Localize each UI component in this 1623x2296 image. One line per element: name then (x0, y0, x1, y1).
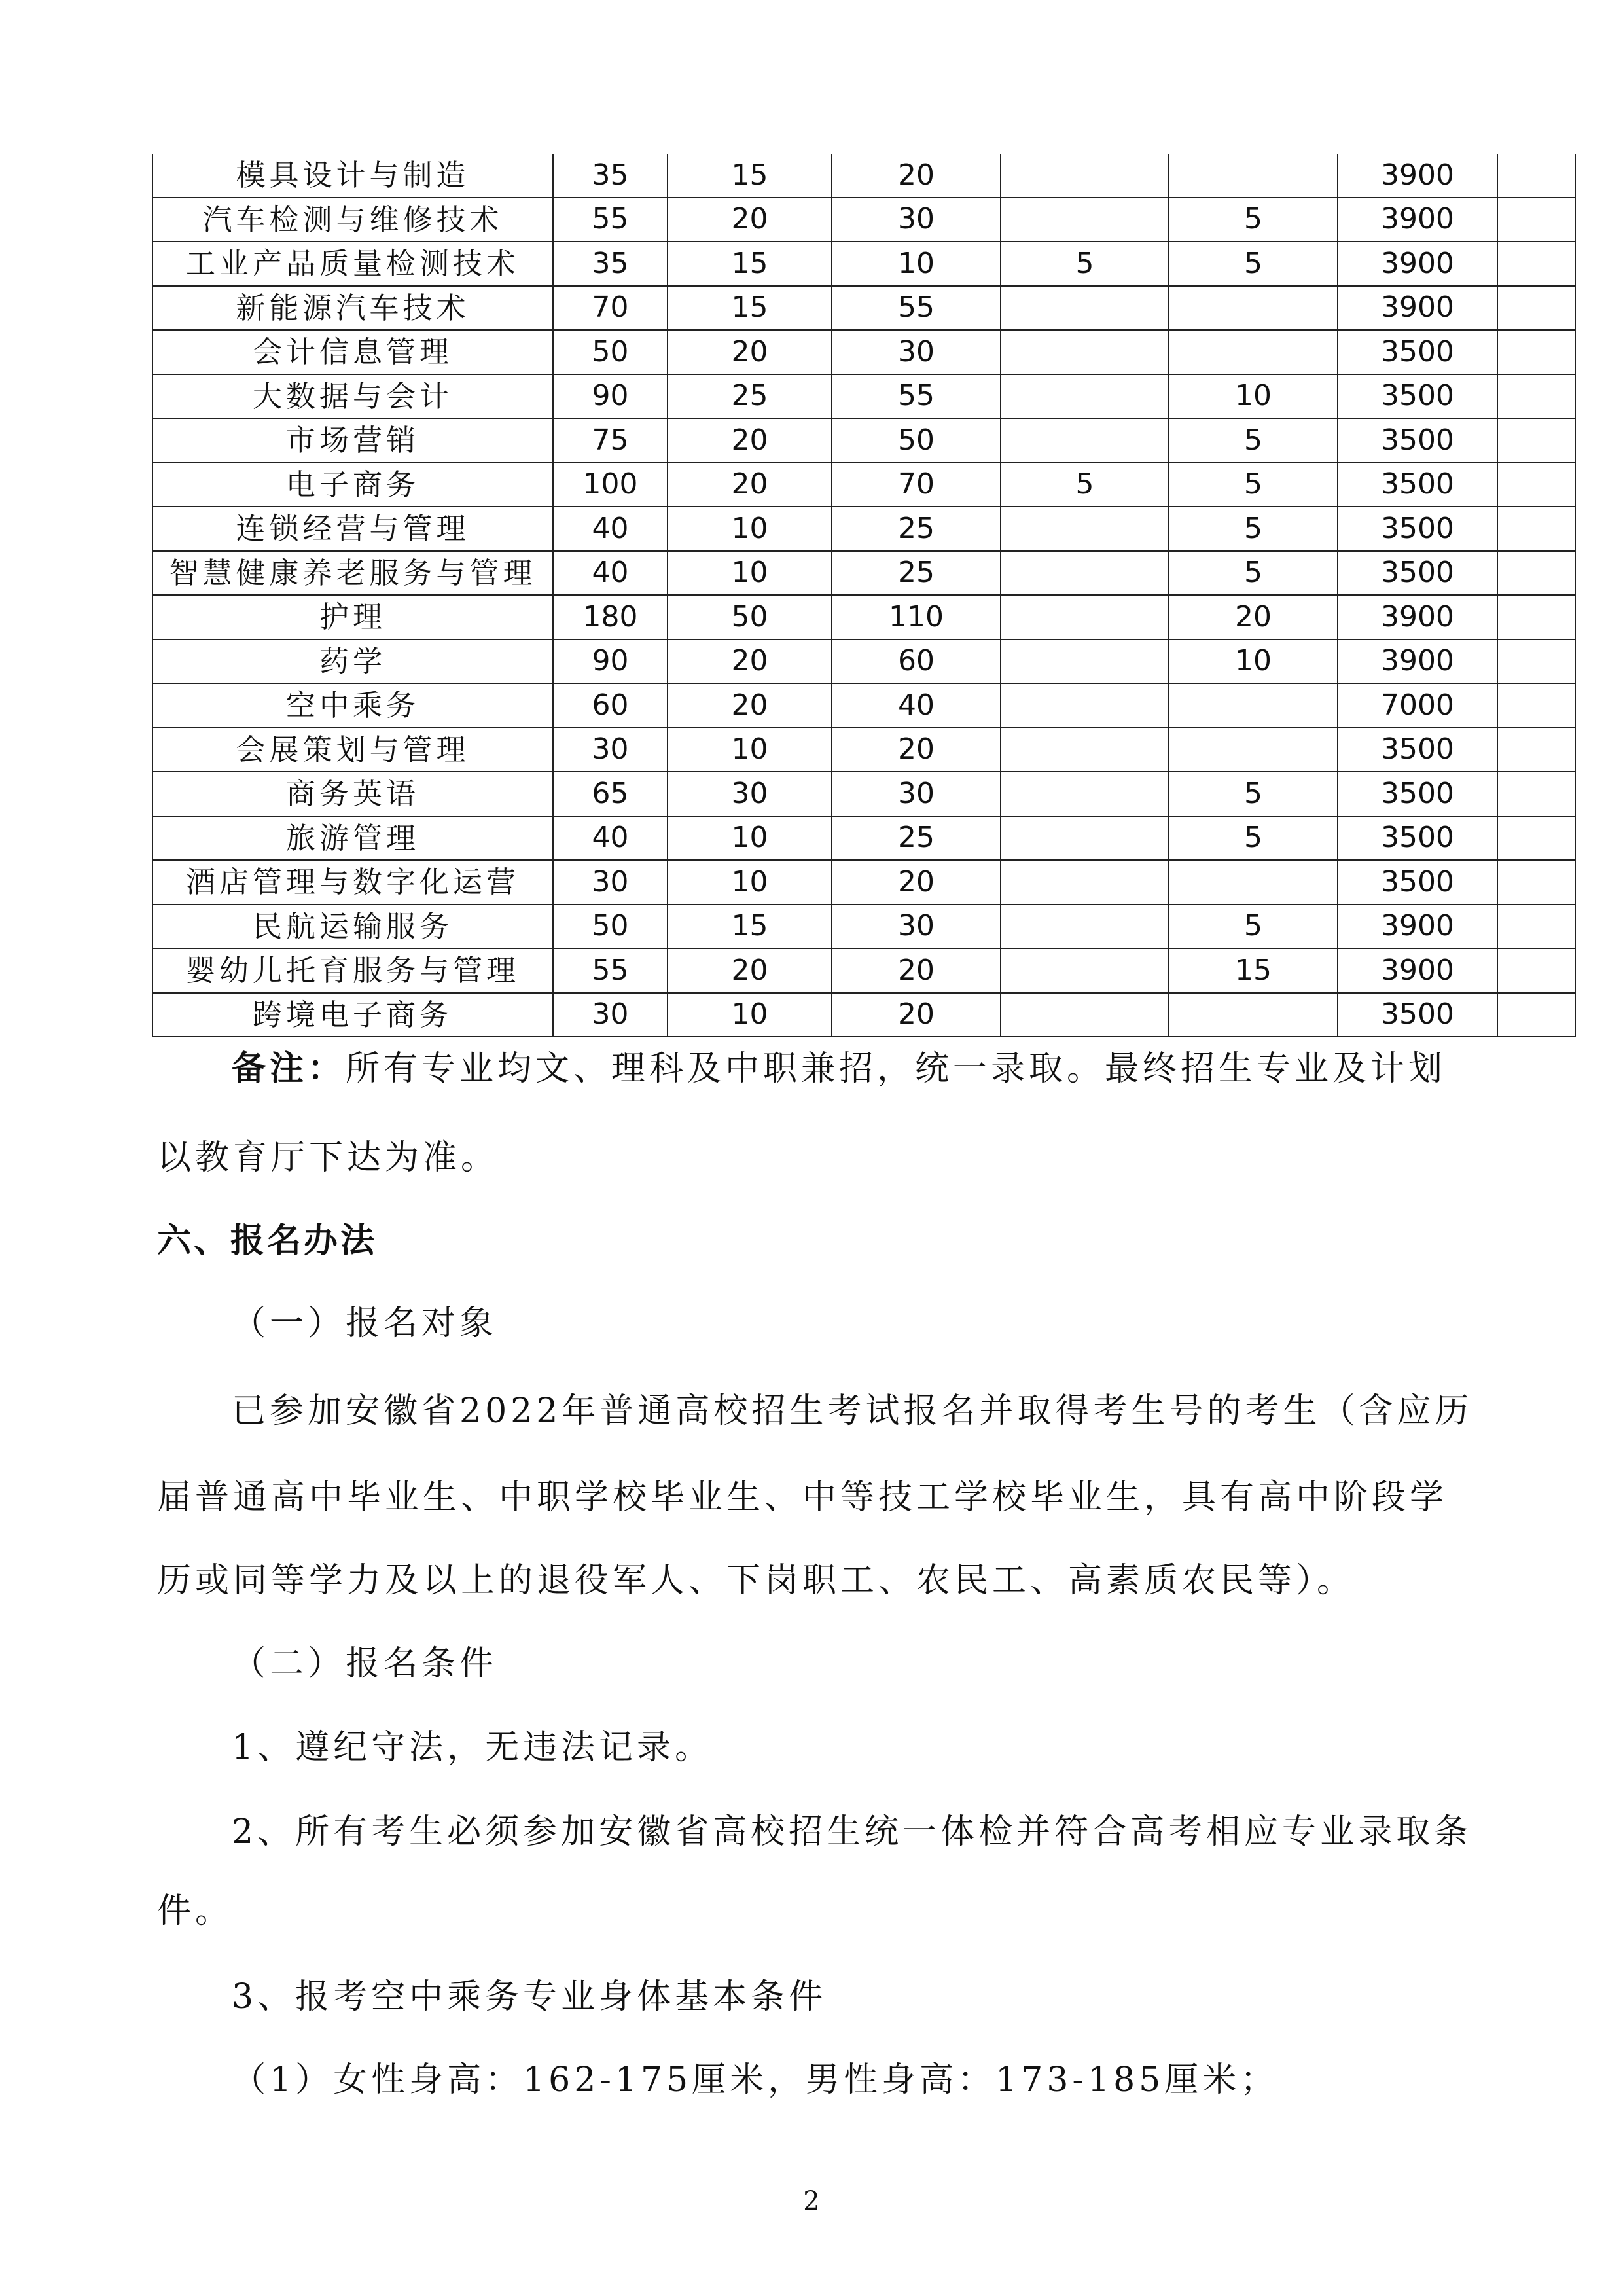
table-cell (1169, 728, 1338, 772)
table-cell: 5 (1001, 242, 1169, 286)
table-row (152, 772, 1575, 816)
table-row (152, 728, 1575, 772)
table-row (152, 639, 1575, 684)
table-cell: 5 (1001, 463, 1169, 507)
table-cell: 20 (832, 948, 1001, 993)
table-cell: 40 (553, 551, 668, 596)
table-cell (1497, 993, 1575, 1037)
table-row (152, 286, 1575, 331)
table-cell: 40 (832, 683, 1001, 728)
table-cell (1497, 948, 1575, 993)
table-cell: 3900 (1338, 286, 1497, 331)
table-cell: 30 (668, 772, 832, 816)
table-cell (1497, 374, 1575, 419)
table-cell (1001, 772, 1169, 816)
enrollment-plan-table (152, 154, 1576, 1037)
table-cell: 30 (832, 330, 1001, 374)
note-line-2: 以教育厅下达为准。 (157, 1138, 499, 1177)
table-cell: 20 (668, 463, 832, 507)
table-cell (1001, 595, 1169, 639)
table-cell: 20 (668, 418, 832, 463)
table-cell: 10 (668, 507, 832, 551)
major-name-cell: 新能源汽车技术 (152, 286, 553, 331)
table-cell (1001, 198, 1169, 242)
table-cell: 15 (668, 905, 832, 949)
table-row (152, 551, 1575, 596)
table-cell: 55 (553, 198, 668, 242)
table-cell: 30 (832, 772, 1001, 816)
table-cell: 5 (1169, 242, 1338, 286)
table-cell (1497, 639, 1575, 684)
table-cell: 70 (553, 286, 668, 331)
table-cell: 3900 (1338, 595, 1497, 639)
table-cell: 20 (1169, 595, 1338, 639)
table-cell (1001, 374, 1169, 419)
table-cell: 3900 (1338, 154, 1497, 198)
table-cell: 10 (668, 816, 832, 861)
table-cell: 15 (668, 286, 832, 331)
table-cell: 5 (1169, 418, 1338, 463)
table-cell: 15 (668, 242, 832, 286)
table-row (152, 507, 1575, 551)
table-cell: 30 (553, 993, 668, 1037)
table-cell: 60 (832, 639, 1001, 684)
table-cell: 30 (553, 728, 668, 772)
paragraph-target-line-1: 已参加安徽省2022年普通高校招生考试报名并取得考生号的考生（含应历 (232, 1391, 1473, 1431)
condition-item-2-line-1: 2、所有考生必须参加安徽省高校招生统一体检并符合高考相应专业录取条 (232, 1812, 1472, 1852)
major-name-cell: 市场营销 (152, 418, 553, 463)
note-text: 所有专业均文、理科及中职兼招，统一录取。最终招生专业及计划 (346, 1049, 1447, 1088)
table-cell (1497, 595, 1575, 639)
table-cell (1169, 330, 1338, 374)
table-cell (1497, 728, 1575, 772)
major-name-cell: 跨境电子商务 (152, 993, 553, 1037)
table-cell: 20 (832, 993, 1001, 1037)
major-name-cell: 商务英语 (152, 772, 553, 816)
page-number: 2 (803, 2186, 820, 2216)
table-cell (1497, 198, 1575, 242)
condition-item-2-line-2: 件。 (157, 1892, 234, 1931)
table-cell (1497, 905, 1575, 949)
table-row (152, 374, 1575, 419)
table-cell: 35 (553, 154, 668, 198)
table-cell: 10 (1169, 639, 1338, 684)
table-cell: 3500 (1338, 374, 1497, 419)
table-cell: 3500 (1338, 507, 1497, 551)
major-name-cell: 空中乘务 (152, 683, 553, 728)
table-cell: 20 (668, 330, 832, 374)
table-cell: 20 (668, 948, 832, 993)
table-cell: 3500 (1338, 816, 1497, 861)
table-cell: 3900 (1338, 905, 1497, 949)
table-cell (1001, 728, 1169, 772)
table-cell: 20 (832, 728, 1001, 772)
table-cell: 3500 (1338, 418, 1497, 463)
table-cell (1497, 242, 1575, 286)
major-name-cell: 电子商务 (152, 463, 553, 507)
table-cell: 5 (1169, 816, 1338, 861)
table-row (152, 905, 1575, 949)
major-name-cell: 汽车检测与维修技术 (152, 198, 553, 242)
table-cell: 40 (553, 816, 668, 861)
table-cell: 7000 (1338, 683, 1497, 728)
table-cell: 3500 (1338, 728, 1497, 772)
table-cell (1497, 816, 1575, 861)
table-cell: 3500 (1338, 860, 1497, 905)
table-cell: 30 (553, 860, 668, 905)
table-cell (1001, 860, 1169, 905)
subsection-registration-target: （一）报名对象 (232, 1304, 498, 1343)
table-cell (1497, 551, 1575, 596)
table-cell: 5 (1169, 551, 1338, 596)
table-cell: 90 (553, 374, 668, 419)
table-cell: 25 (832, 507, 1001, 551)
table-cell (1497, 418, 1575, 463)
table-cell: 55 (832, 286, 1001, 331)
table-cell (1001, 418, 1169, 463)
table-row (152, 463, 1575, 507)
note-line-1 (232, 1048, 1547, 1090)
major-name-cell: 工业产品质量检测技术 (152, 242, 553, 286)
table-cell: 5 (1169, 463, 1338, 507)
table-cell: 20 (832, 154, 1001, 198)
table-row (152, 948, 1575, 993)
table-row (152, 993, 1575, 1037)
table-cell: 3900 (1338, 948, 1497, 993)
table-cell: 3900 (1338, 242, 1497, 286)
table-cell: 10 (668, 860, 832, 905)
table-cell (1001, 639, 1169, 684)
table-cell: 15 (1169, 948, 1338, 993)
note-label: 备注： (232, 1049, 346, 1088)
table-cell: 75 (553, 418, 668, 463)
table-cell: 3900 (1338, 198, 1497, 242)
table-cell: 10 (668, 728, 832, 772)
table-cell: 3500 (1338, 551, 1497, 596)
table-cell: 10 (668, 993, 832, 1037)
table-cell: 180 (553, 595, 668, 639)
major-name-cell: 酒店管理与数字化运营 (152, 860, 553, 905)
section-6-heading: 六、报名办法 (157, 1221, 378, 1261)
table-cell: 90 (553, 639, 668, 684)
table-cell: 65 (553, 772, 668, 816)
table-cell (1001, 816, 1169, 861)
table-cell (1001, 330, 1169, 374)
major-name-cell: 护理 (152, 595, 553, 639)
table-cell: 25 (668, 374, 832, 419)
table-cell: 35 (553, 242, 668, 286)
table-cell: 10 (668, 551, 832, 596)
condition-item-3-1: （1）女性身高：162-175厘米，男性身高：173-185厘米； (232, 2060, 1279, 2100)
table-cell (1497, 772, 1575, 816)
table-cell: 3500 (1338, 463, 1497, 507)
table-cell (1001, 286, 1169, 331)
table-cell: 50 (553, 330, 668, 374)
table-cell (1001, 683, 1169, 728)
table-cell: 50 (553, 905, 668, 949)
table-cell: 60 (553, 683, 668, 728)
table-cell: 3500 (1338, 330, 1497, 374)
table-cell (1001, 154, 1169, 198)
table-cell (1001, 993, 1169, 1037)
table-cell (1169, 683, 1338, 728)
major-name-cell: 连锁经营与管理 (152, 507, 553, 551)
table-cell: 20 (668, 683, 832, 728)
table-cell: 15 (668, 154, 832, 198)
major-name-cell: 模具设计与制造 (152, 154, 553, 198)
table-cell: 20 (668, 198, 832, 242)
table-cell: 3500 (1338, 993, 1497, 1037)
table-cell: 5 (1169, 198, 1338, 242)
table-cell: 10 (832, 242, 1001, 286)
major-name-cell: 旅游管理 (152, 816, 553, 861)
table-cell: 100 (553, 463, 668, 507)
condition-item-3: 3、报考空中乘务专业身体基本条件 (232, 1977, 827, 2017)
table-cell (1001, 948, 1169, 993)
table-cell: 3900 (1338, 639, 1497, 684)
paragraph-target-line-3: 历或同等学力及以上的退役军人、下岗职工、农民工、高素质农民等）。 (157, 1561, 1355, 1600)
table-cell (1497, 860, 1575, 905)
table-cell: 5 (1169, 507, 1338, 551)
table-cell: 40 (553, 507, 668, 551)
table-cell (1497, 154, 1575, 198)
table-cell (1169, 286, 1338, 331)
table-row (152, 683, 1575, 728)
table-cell: 10 (1169, 374, 1338, 419)
table-cell (1497, 286, 1575, 331)
table-cell: 20 (832, 860, 1001, 905)
table-row (152, 595, 1575, 639)
table-cell (1497, 683, 1575, 728)
condition-item-1: 1、遵纪守法，无违法记录。 (232, 1728, 713, 1767)
table-cell: 3500 (1338, 772, 1497, 816)
major-name-cell: 大数据与会计 (152, 374, 553, 419)
table-cell (1001, 551, 1169, 596)
table-row (152, 242, 1575, 286)
table-row (152, 330, 1575, 374)
table-cell (1497, 507, 1575, 551)
table-cell (1169, 860, 1338, 905)
table-cell (1497, 463, 1575, 507)
table-cell (1001, 507, 1169, 551)
enrollment-plan-table-body (152, 154, 1575, 1037)
major-name-cell: 药学 (152, 639, 553, 684)
table-cell: 5 (1169, 905, 1338, 949)
subsection-registration-conditions: （二）报名条件 (232, 1644, 498, 1683)
table-cell (1169, 993, 1338, 1037)
table-row (152, 860, 1575, 905)
table-cell (1001, 905, 1169, 949)
table-cell: 50 (668, 595, 832, 639)
table-cell: 110 (832, 595, 1001, 639)
table-cell: 30 (832, 198, 1001, 242)
table-row (152, 418, 1575, 463)
table-cell: 25 (832, 551, 1001, 596)
table-cell: 55 (553, 948, 668, 993)
table-cell: 25 (832, 816, 1001, 861)
major-name-cell: 会计信息管理 (152, 330, 553, 374)
table-cell: 20 (668, 639, 832, 684)
major-name-cell: 会展策划与管理 (152, 728, 553, 772)
table-cell: 55 (832, 374, 1001, 419)
paragraph-target-line-2: 届普通高中毕业生、中职学校毕业生、中等技工学校毕业生，具有高中阶段学 (157, 1478, 1448, 1517)
major-name-cell: 智慧健康养老服务与管理 (152, 551, 553, 596)
major-name-cell: 婴幼儿托育服务与管理 (152, 948, 553, 993)
table-row (152, 816, 1575, 861)
table-cell (1497, 330, 1575, 374)
table-cell: 30 (832, 905, 1001, 949)
table-row (152, 198, 1575, 242)
table-cell: 50 (832, 418, 1001, 463)
table-row (152, 154, 1575, 198)
table-cell: 70 (832, 463, 1001, 507)
table-cell (1169, 154, 1338, 198)
major-name-cell: 民航运输服务 (152, 905, 553, 949)
table-cell: 5 (1169, 772, 1338, 816)
